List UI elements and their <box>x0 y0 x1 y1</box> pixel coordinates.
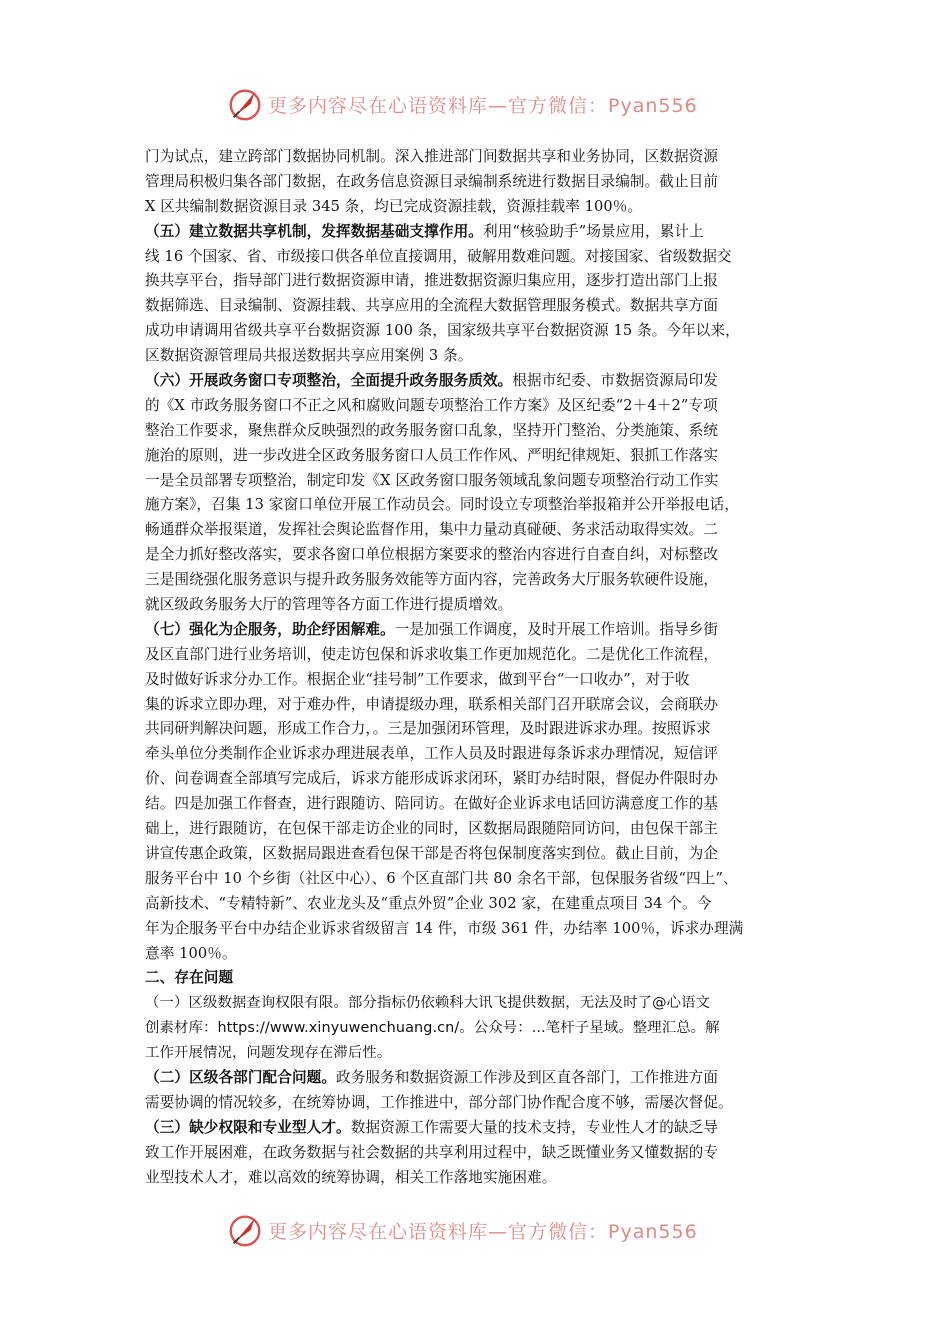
text-line <box>145 717 813 742</box>
body-text: 三是围绕强化服务意识与提升政务服务效能等方面内容，完善政务大厅服务软硬件设施， <box>145 571 719 589</box>
text-line <box>145 867 813 892</box>
text-line <box>145 319 813 344</box>
body-text: 整治工作要求，聚焦群众反映强烈的政务服务窗口乱象，坚持开门整治、分类施策、系统 <box>145 421 719 439</box>
header-banner <box>0 84 950 124</box>
text-line <box>145 991 813 1016</box>
text-line <box>145 444 813 469</box>
text-line <box>145 294 813 319</box>
body-text: 年为企服务平台中办结企业诉求省级留言 14 件，市级 361 件，办结率 100％，诉求办理满 <box>145 919 744 937</box>
text-line <box>145 220 813 245</box>
footer-banner <box>0 1210 950 1250</box>
body-text: （一）区级数据查询权限有限。部分指标仍依赖科大讯飞提供数据，无法及时了@心语文 <box>145 995 711 1012</box>
body-text: 成功申请调用省级共享平台数据资源 100 条，国家级共享平台数据资源 15 条。今年以来， <box>145 322 740 340</box>
body-text: 政务服务和数据资源工作涉及到区直各部门，工作推进方面 <box>336 1068 719 1086</box>
quill-logo-icon <box>226 85 264 123</box>
body-text: 需要协调的情况较多，在统筹协调，工作推进中，部分部门协作配合度不够，需屡次督促。 <box>145 1093 733 1111</box>
text-line <box>145 917 813 942</box>
text-line <box>145 543 813 568</box>
body-text: 畅通群众举报渠道，发挥社会舆论监督作用，集中力量动真碰硬、务求活动取得实效。二 <box>145 521 719 539</box>
body-text: 就区级政务服务大厅的管理等各方面工作进行提质增效。 <box>145 596 513 614</box>
banner-text: 更多内容尽在心语资料库—官方微信：Pyan556 <box>268 1220 698 1243</box>
body-text: 施治的原则，进一步改进全区政务服务窗口人员工作作风、严明纪律规矩、狠抓工作落实 <box>145 446 719 464</box>
text-line <box>145 344 813 369</box>
text-line <box>145 269 813 294</box>
text-line <box>145 593 813 618</box>
section-heading: （七）强化为企服务，助企纾困解难。 <box>145 620 395 638</box>
body-text: 意率 100％。 <box>145 944 237 962</box>
body-text: 数据资源工作需要大量的技术支持，专业性人才的缺乏导 <box>350 1118 719 1136</box>
text-line <box>145 469 813 494</box>
text-line <box>145 394 813 419</box>
body-text: 结。四是加强工作督查，进行跟随访、陪同访。在做好企业诉求电话回访满意度工作的基 <box>145 795 719 813</box>
body-text: 一是全员部署专项整治，制定印发《X 区政务窗口服务领域乱象问题专项整治行动工作实 <box>145 471 719 489</box>
body-text: 业型技术人才，难以高效的统筹协调，相关工作落地实施困难。 <box>145 1168 557 1186</box>
body-text: 是全力抓好整改落实，要求各窗口单位根据方案要求的整治内容进行自查自纠，对标整改 <box>145 546 719 564</box>
text-line <box>145 245 813 270</box>
text-line <box>145 742 813 767</box>
text-line <box>145 1041 813 1066</box>
body-text: 础上，进行跟随访，在包保干部走访企业的同时，区数据局跟随陪同访问，由包保干部主 <box>145 820 719 838</box>
document-body <box>145 145 813 1190</box>
section-heading: （六）开展政务窗口专项整治，全面提升政务服务质效。 <box>145 372 513 390</box>
text-line <box>145 493 813 518</box>
body-text: 管理局积极归集各部门数据，在政务信息资源目录编制系统进行数据目录编制。截止目前 <box>145 172 719 190</box>
text-line <box>145 892 813 917</box>
banner-text: 更多内容尽在心语资料库—官方微信：Pyan556 <box>268 94 698 117</box>
body-text: 服务平台中 10 个乡街（社区中心）、6 个区直部门共 80 余名干部，包保服务省级“四上”、 <box>145 869 738 887</box>
body-text: 致工作开展困难，在政务数据与社会数据的共享利用过程中，缺乏既懂业务又懂数据的专 <box>145 1143 719 1161</box>
body-text: 换共享平台，指导部门进行数据资源申请，推进数据资源归集应用，逐步打造出部门上报 <box>145 272 719 290</box>
body-text: 施方案》，召集 13 家窗口单位开展工作动员会。同时设立专项整治举报箱并公开举报电话， <box>145 496 740 514</box>
body-text: 区数据资源管理局共报送数据共享应用案例 3 条。 <box>145 347 473 365</box>
text-line <box>145 1116 813 1141</box>
body-text: 利用“核验助手”场景应用，累计上 <box>482 222 704 240</box>
text-line <box>145 842 813 867</box>
section-heading: （二）区级各部门配合问题。 <box>145 1068 337 1086</box>
body-text: 高新技术、“专精特新”、农业龙头及“重点外贸”企业 302 家，在建重点项目 34 个。今 <box>145 894 712 912</box>
body-text: 讲宣传惠企政策，区数据局跟进查看包保干部是否将包保制度落实到位。截止目前，为企 <box>145 844 719 862</box>
body-text: 根据市纪委、市数据资源局印发 <box>512 372 719 390</box>
body-text: 的《X 市政务服务窗口不正之风和腐败问题专项整治工作方案》及区纪委“2＋4＋2”专项 <box>145 396 718 414</box>
body-text: 集的诉求立即办理，对于难办件，申请提级办理，联系相关部门召开联席会议，会商联办 <box>145 695 719 713</box>
body-text: 工作开展情况，问题发现存在滞后性。 <box>145 1045 392 1062</box>
text-line <box>145 1066 813 1091</box>
text-line <box>145 195 813 220</box>
quill-logo-icon <box>226 1211 264 1249</box>
body-text: 门为试点，建立跨部门数据协同机制。深入推进部门间数据共享和业务协同，区数据资源 <box>145 148 719 165</box>
section-heading: （三）缺少权限和专业型人才。 <box>145 1118 351 1136</box>
text-line <box>145 170 813 195</box>
text-line <box>145 643 813 668</box>
text-line <box>145 369 813 394</box>
body-text: 数据筛选、目录编制、资源挂载、共享应用的全流程大数据管理服务模式。数据共享方面 <box>145 297 719 315</box>
body-text: 价、问卷调查全部填写完成后，诉求方能形成诉求闭环，紧盯办结时限，督促办件限时办 <box>145 770 719 788</box>
text-line <box>145 1016 813 1041</box>
text-line <box>145 942 813 967</box>
text-line <box>145 618 813 643</box>
text-line <box>145 518 813 543</box>
body-text: 创素材库：https://www.xinyuwenchuang.cn/。公众号：...笔杆子星域。整理汇总。解 <box>145 1020 720 1037</box>
body-text: 一是加强工作调度，及时开展工作培训。指导乡街 <box>394 620 719 638</box>
text-line <box>145 1166 813 1191</box>
body-text: 及区直部门进行业务培训，使走访包保和诉求收集工作更加规范化。二是优化工作流程， <box>145 645 719 663</box>
text-line <box>145 966 813 991</box>
section-heading: 二、存在问题 <box>145 969 234 987</box>
text-line <box>145 145 813 170</box>
text-line <box>145 693 813 718</box>
body-text: X 区共编制数据资源目录 345 条，均已完成资源挂载，资源挂载率 100％。 <box>145 197 643 215</box>
text-line <box>145 817 813 842</box>
section-heading: （五）建立数据共享机制，发挥数据基础支撑作用。 <box>145 222 483 240</box>
body-text: 线 16 个国家、省、市级接口供各单位直接调用，破解用数难问题。对接国家、省级数据交 <box>145 247 732 265</box>
text-line <box>145 1141 813 1166</box>
text-line <box>145 419 813 444</box>
text-line <box>145 568 813 593</box>
text-line <box>145 1091 813 1116</box>
text-line <box>145 767 813 792</box>
body-text: 牵头单位分类制作企业诉求办理进展表单，工作人员及时跟进每条诉求办理情况，短信评 <box>145 745 719 763</box>
body-text: 及时做好诉求分办工作。根据企业“挂号制”工作要求，做到平台“一口收办”，对于收 <box>145 670 690 688</box>
body-text: 共同研判解决问题，形成工作合力，。三是加强闭环管理，及时跟进诉求办理。按照诉求 <box>145 720 711 738</box>
text-line <box>145 668 813 693</box>
text-line <box>145 792 813 817</box>
